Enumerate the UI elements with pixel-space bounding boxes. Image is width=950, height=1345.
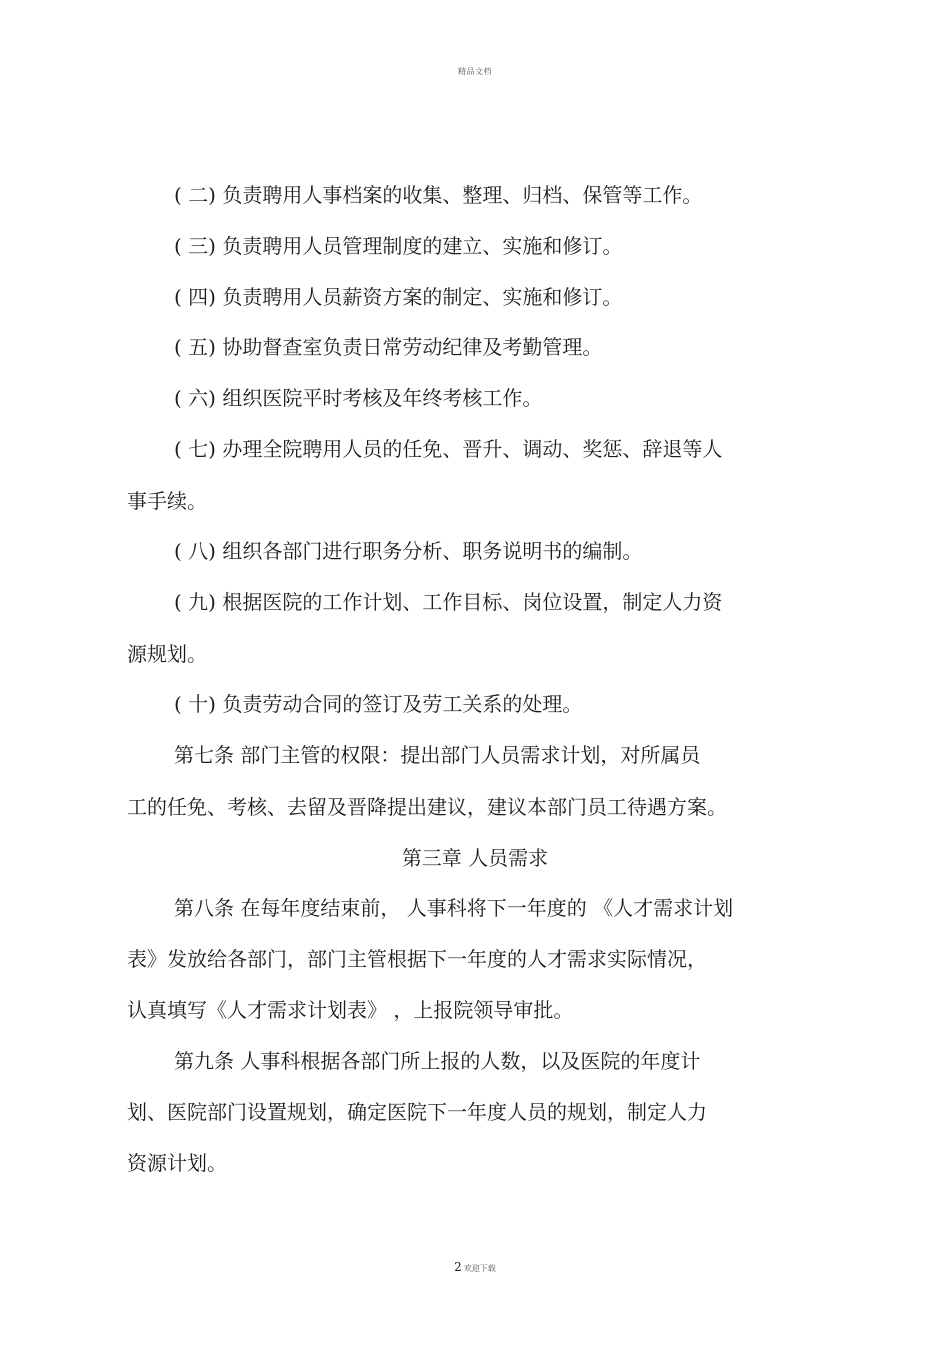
page-header: 精品文档 bbox=[458, 67, 492, 76]
article-line: 工的任免、考核、去留及晋降提出建议，建议本部门员工待遇方案。 bbox=[127, 795, 727, 819]
article-line: 表》发放给各部门，部门主管根据下一年度的人才需求实际情况， bbox=[127, 947, 707, 971]
paragraph-line: ( 七) 办理全院聘用人员的任免、晋升、调动、奖惩、辞退等人 bbox=[174, 437, 723, 461]
paragraph-line: 源规划。 bbox=[127, 642, 207, 666]
article-line: 第九条 人事科根据各部门所上报的人数，以及医院的年度计 bbox=[174, 1049, 701, 1073]
paragraph-line: 事手续。 bbox=[127, 489, 207, 513]
article-line: 第八条 在每年度结束前， 人事科将下一年度的 《人才需求计划 bbox=[174, 896, 734, 920]
paragraph-line: ( 十) 负责劳动合同的签订及劳工关系的处理。 bbox=[174, 692, 583, 716]
paragraph-line: ( 二) 负责聘用人事档案的收集、整理、归档、保管等工作。 bbox=[174, 183, 703, 207]
paragraph-line: ( 五) 协助督查室负责日常劳动纪律及考勤管理。 bbox=[174, 335, 603, 359]
paragraph-line: ( 八) 组织各部门进行职务分析、职务说明书的编制。 bbox=[174, 539, 643, 563]
page-footer bbox=[0, 1260, 950, 1274]
paragraph-line: ( 九) 根据医院的工作计划、工作目标、岗位设置，制定人力资 bbox=[174, 590, 723, 614]
article-line: 第七条 部门主管的权限：提出部门人员需求计划，对所属员 bbox=[174, 743, 701, 767]
footer-text: 欢迎下载 bbox=[463, 1264, 496, 1273]
chapter-heading: 第三章 人员需求 bbox=[401, 846, 549, 870]
article-line: 认真填写《人才需求计划表》 ，上报院领导审批。 bbox=[127, 998, 574, 1022]
article-line: 划、医院部门设置规划，确定医院下一年度人员的规划，制定人力 bbox=[127, 1100, 707, 1124]
paragraph-line: ( 六) 组织医院平时考核及年终考核工作。 bbox=[174, 386, 543, 410]
paragraph-line: ( 三) 负责聘用人员管理制度的建立、实施和修订。 bbox=[174, 234, 623, 258]
page-number: 2 bbox=[454, 1260, 462, 1274]
paragraph-line: ( 四) 负责聘用人员薪资方案的制定、实施和修订。 bbox=[174, 285, 623, 309]
article-line: 资源计划。 bbox=[127, 1151, 227, 1175]
